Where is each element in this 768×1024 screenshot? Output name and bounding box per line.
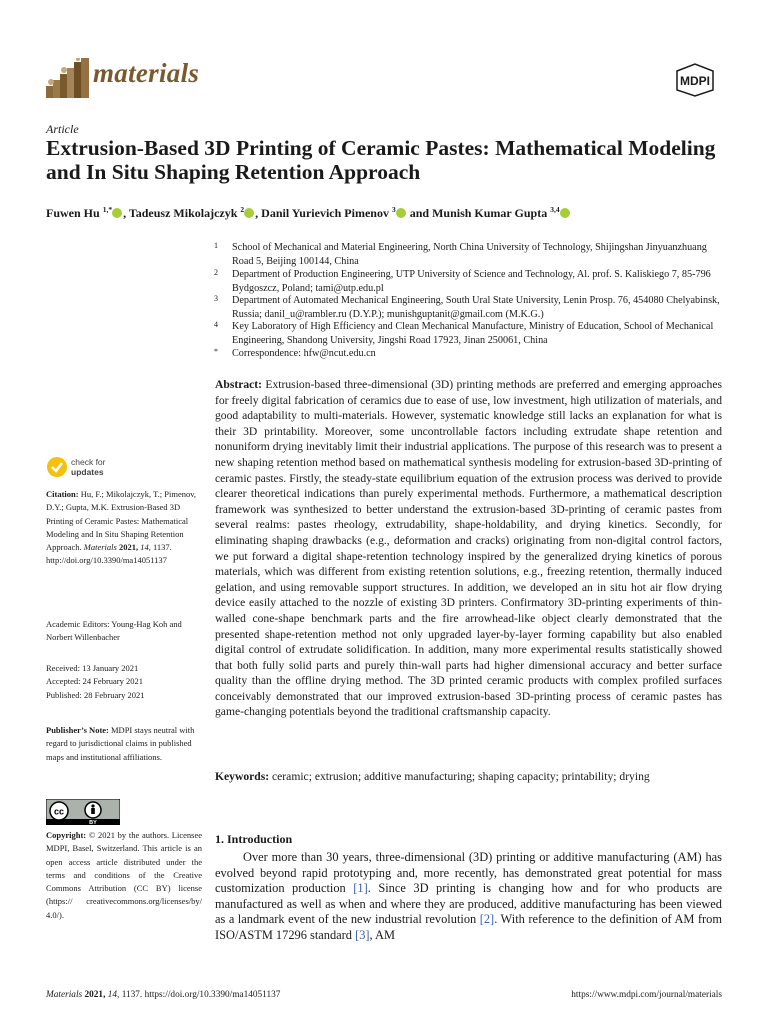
reference-link[interactable]: [2]: [479, 912, 495, 926]
orcid-icon[interactable]: [244, 208, 254, 218]
copyright-label: Copyright:: [46, 830, 87, 840]
affiliation-text: School of Mechanical and Material Engineering, North China University of Technology, Shijingshan Jinyuanzhuang Road 5, Beijing 100144, China: [232, 242, 707, 267]
intro-text: Over more than 30 years, three-dimensional (3D) printing or additive manufacturing (AM) has evolved beyond rapid prototyping and, more recently, has demonstrated great potential for mass customization production: [215, 850, 722, 895]
affiliation-number: 3: [214, 294, 218, 303]
reference-link[interactable]: [1]: [353, 881, 368, 895]
affiliation-number: 1: [214, 241, 218, 250]
check-for-updates-badge[interactable]: [46, 456, 166, 480]
affiliation-text: Department of Production Engineering, UTP University of Science and Technology, Al. prof. S. Kaliskiego 7, 85-796 Bydgoszcz, Poland; tami@utp.edu.pl: [232, 269, 711, 294]
keywords-text: ceramic; extrusion; additive manufacturing; shaping capacity; printability; drying: [272, 770, 650, 783]
mdpi-logo-icon: [667, 63, 723, 102]
affiliation-number: 2: [214, 268, 218, 277]
citation-block: [46, 488, 202, 568]
received-date: Received: 13 January 2021: [46, 663, 139, 673]
section-heading-introduction: 1. Introduction: [215, 832, 293, 846]
citation-doi[interactable]: 1137. http://doi.org/10.3390/ma14051137: [46, 542, 172, 566]
authors-conjunction: and: [409, 206, 430, 220]
svg-text:MDPI: MDPI: [680, 74, 710, 88]
author-affiliation-mark: 1,*: [102, 205, 113, 214]
citation-year: 2021,: [118, 542, 139, 553]
keywords-label: Keywords:: [215, 770, 270, 783]
publisher-note-text: MDPI stays neutral with regard to jurisdictional claims in published maps and institutional affiliations.: [46, 725, 195, 762]
check-updates-line2: updates: [71, 467, 104, 477]
article-type: Article: [46, 122, 79, 136]
author-name[interactable]: Fuwen Hu: [46, 206, 100, 220]
author-affiliation-mark: 3,4: [550, 205, 560, 214]
abstract-text: Extrusion-based three-dimensional (3D) printing methods are preferred and emerging approaches for freely digital fabrication of ceramics due to ease of use, low investment, high utilization of materials, and good adaptability to multi-materials. However, systematic knowledge still lacks an explanation for what is their 3D printability. Moreover, some uncontrollable factors including extrudate shape retention and nonuniform drying inevitably limit their industrial applications. The purpose of this research was to present a new shaping retention method based on mathematical synthesis modeling for extrusion-based 3D-printing of ceramic pastes. Firstly, the steady-state equilibrium equation of the extrusion process was derived to provide clearer theoretical indications than purely experimental methods. Furthermore, a mathematical description framework was synthesized to better understand the extrusion-based 3D-printing of ceramic pastes from several realms: pastes rheology, extrudability, shape-holdability, and drying kinetics. Secondly, for eliminating shaping drawbacks (e.g., deformation and cracks) originating from non-digital control factors, we put forward a digital shape-retention technology inspired by the generalized drying kinetics of porous materials, which was different from existing retention solutions, e.g., freezing retention, thermally induced gelation, and using removable support structures. In addition, we developed an in situ hot air flow drying device easily attached to the nozzle of existing 3D printers. Confirmatory 3D-printing experiments of thin-walled cone-shape benchmark parts and the fire arrowhead-like object clearly demonstrated that the presented shape-retention method not only upgraded layer-by-layer forming capability but also enabled digital control of extrudate solidification. In addition, many more experimental results statistically showed that both fully solid parts and purely thin-wall parts had higher dimensional accuracy and better surface quality than the offline drying method. The 3D printed ceramic products with complex profiled surfaces conceivably demonstrated that our improved extrusion-based 3D-printing process of ceramic pastes has game-changing potentials beyond the traditional craftsmanship capacity.: [215, 378, 722, 719]
footer-year: 2021,: [84, 990, 106, 1000]
citation-label: Citation:: [46, 489, 79, 499]
affiliation-item: [214, 268, 729, 295]
svg-text:BY: BY: [89, 820, 97, 825]
cc-by-license-icon[interactable]: [46, 799, 120, 825]
affiliation-text: Key Laboratory of High Efficiency and Clean Mechanical Manufacture, Ministry of Education, School of Mechanical Engineering, Shandong University, Jingshi Road 17923, Jinan 250061, China: [232, 321, 714, 346]
affiliation-item: [214, 294, 729, 321]
author-affiliation-mark: 2: [240, 205, 245, 214]
journal-name: materials: [93, 58, 200, 88]
footer-doi[interactable]: 1137. https://doi.org/10.3390/ma14051137: [121, 990, 281, 1000]
svg-text:cc: cc: [53, 806, 65, 817]
affiliation-item: [214, 320, 729, 347]
intro-text: . Since 3D printing is changing how and for who products are manufactured as well as when and where they are produced, additive manufacturing has been viewed as a landmark event of the new industrial revolution: [215, 881, 722, 926]
article-title: Extrusion-Based 3D Printing of Ceramic Pastes: Mathematical Modeling and In Situ Shaping Retention Approach: [46, 136, 716, 184]
author-name[interactable]: Tadeusz Mikolajczyk: [128, 206, 238, 220]
orcid-icon[interactable]: [396, 208, 406, 218]
journal-logo-icon: [46, 58, 90, 98]
orcid-icon[interactable]: [112, 208, 122, 218]
academic-editors: Academic Editors: Young-Hag Koh and Norbert Willenbacher: [46, 619, 182, 643]
copyright-text: © 2021 by the authors. Licensee MDPI, Basel, Switzerland. This article is an open access article distributed under the terms and conditions of the Creative Commons Attribution (CC BY) license (https:// creativecommons.org/licenses/by/ 4.0/).: [46, 830, 202, 920]
citation-text: Hu, F.; Mikolajczyk, T.; Pimenov, D.Y.; Gupta, M.K. Extrusion-Based 3D Printing of Ceramic Pastes: Mathematical Modeling and In Situ Shaping Retention Approach.: [46, 489, 197, 553]
correspondence-mark: *: [214, 347, 218, 356]
check-updates-line1: check for: [71, 457, 106, 467]
intro-text: , AM: [369, 927, 396, 942]
copyright-block: [46, 829, 202, 922]
orcid-icon[interactable]: [560, 208, 570, 218]
introduction-paragraph: [215, 850, 722, 943]
correspondence-text: Correspondence: hfw@ncut.edu.cn: [232, 348, 376, 359]
abstract-label: Abstract:: [215, 378, 263, 391]
footer-volume: 14,: [107, 990, 120, 1000]
dates-block: [46, 662, 202, 702]
reference-link[interactable]: [3]: [355, 927, 370, 942]
footer-citation: [46, 990, 280, 1000]
intro-text: . With reference to the definition of AM from ISO/ASTM 17296 standard: [215, 912, 722, 942]
affiliation-text: Department of Automated Mechanical Engineering, South Ural State University, Lenin Prosp. 76, 454080 Chelyabinsk, Russia; danil_u@rambler.ru (D.Y.P.); munishguptanit@gmail.com (M.K.G.): [232, 295, 720, 320]
affiliation-number: 4: [214, 320, 218, 329]
author-list: Fuwen Hu $^{1,*}$ , Tadeusz Mikolajczyk $^2$ , Danil Yurievich Pimenov $^3$ and Munish Kumar Gupta $^{3,4}$: [46, 205, 571, 221]
citation-volume: 14,: [140, 542, 151, 553]
keywords: [215, 770, 722, 783]
publisher-note-label: Publisher’s Note:: [46, 725, 109, 735]
published-date: Published: 28 February 2021: [46, 689, 145, 700]
citation-journal: Materials: [83, 542, 117, 553]
accepted-date: Accepted: 24 February 2021: [46, 676, 144, 687]
author-name[interactable]: Munish Kumar Gupta: [432, 206, 548, 220]
affiliation-item: [214, 241, 729, 268]
check-updates-icon: [46, 456, 68, 478]
author-affiliation-mark: 3: [391, 205, 396, 214]
publisher-note: [46, 724, 202, 764]
footer-journal-url[interactable]: https://www.mdpi.com/journal/materials: [571, 990, 722, 1000]
abstract: [215, 377, 722, 720]
author-name[interactable]: Danil Yurievich Pimenov: [261, 206, 389, 220]
footer-journal: Materials: [46, 990, 83, 1000]
correspondence: [214, 347, 729, 361]
